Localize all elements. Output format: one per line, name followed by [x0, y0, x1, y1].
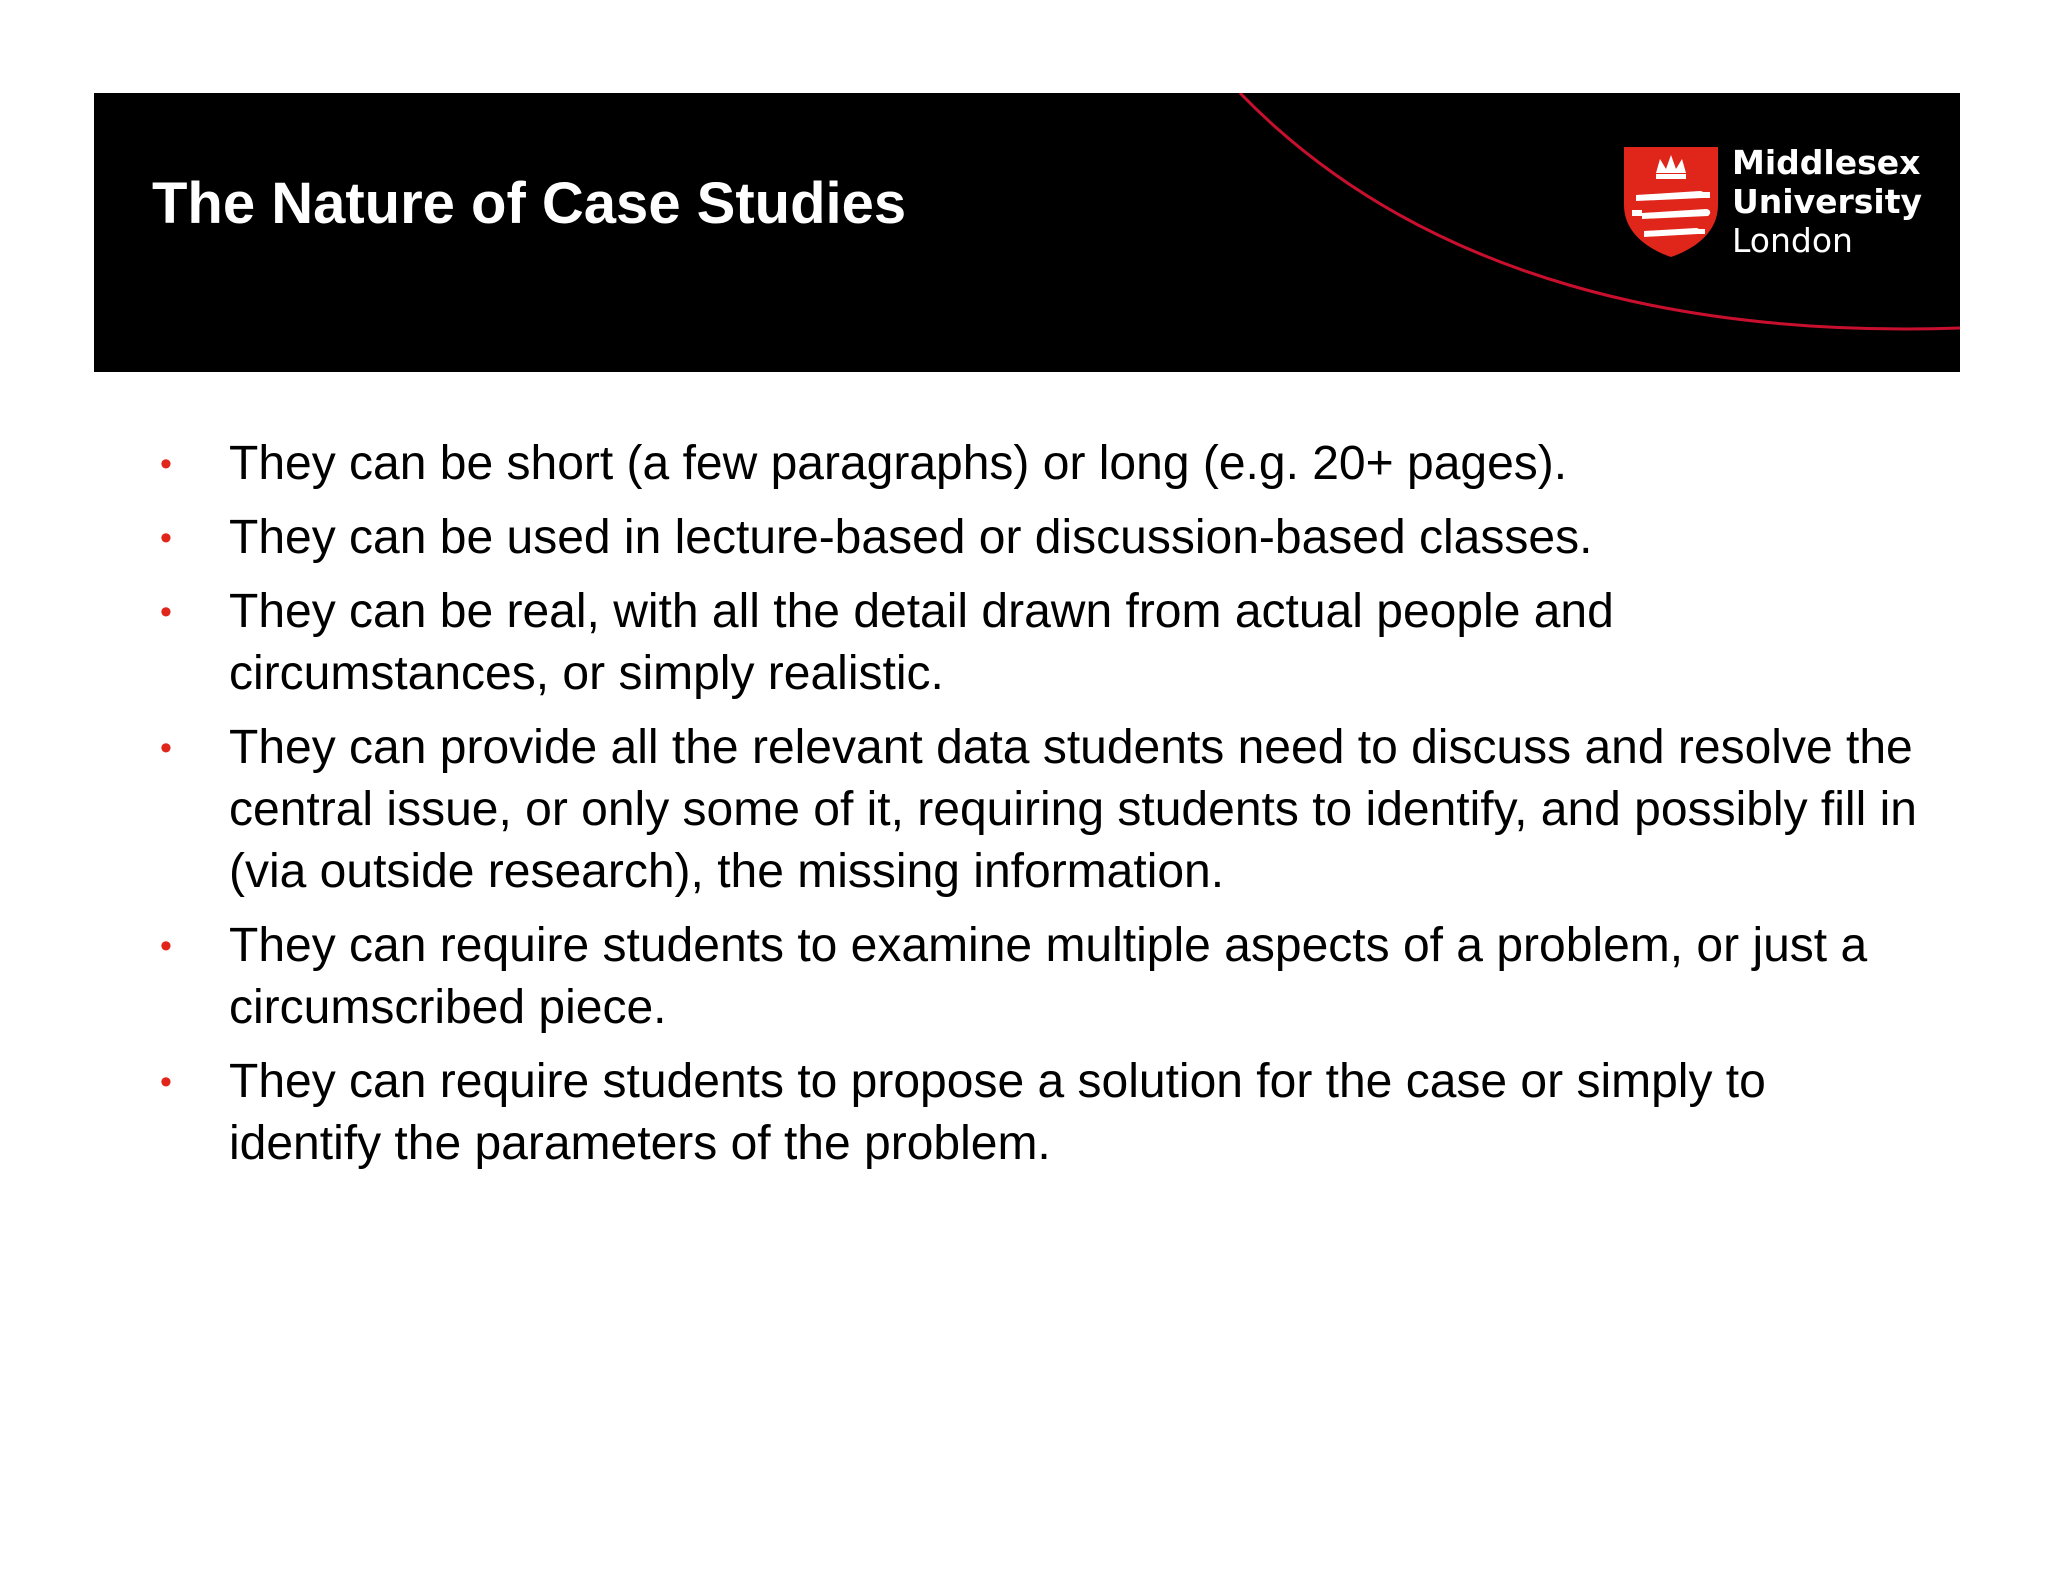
- bullet-icon: •: [160, 593, 172, 631]
- bullet-item: [150, 915, 1930, 1039]
- bullet-text: They can be used in lecture-based or discussion-based classes.: [229, 511, 1593, 564]
- bullet-text: They can require students to propose a solution for the case or simply to identify the parameters of the problem.: [229, 1055, 1766, 1170]
- bullet-icon: •: [160, 1063, 172, 1101]
- bullet-item: [150, 717, 1930, 903]
- logo-line-university: University: [1732, 182, 1923, 221]
- bullet-text: They can require students to examine multiple aspects of a problem, or just a circumscribed piece.: [229, 919, 1868, 1034]
- university-logo: [1622, 143, 1922, 268]
- bullet-icon: •: [160, 927, 172, 965]
- bullet-text: They can be short (a few paragraphs) or long (e.g. 20+ pages).: [229, 437, 1568, 490]
- bullet-icon: •: [160, 729, 172, 767]
- bullet-text: They can provide all the relevant data students need to discuss and resolve the central issue, or only some of it, requiring students to identify, and possibly fill in (via outside research), the missing information.: [229, 721, 1917, 898]
- bullet-item: [150, 433, 1930, 495]
- bullet-item: [150, 507, 1930, 569]
- bullet-item: [150, 581, 1930, 705]
- bullet-text: They can be real, with all the detail drawn from actual people and circumstances, or simply realistic.: [229, 585, 1614, 700]
- logo-line-middlesex: Middlesex: [1732, 143, 1921, 182]
- logo-wordmark: [1732, 143, 1922, 260]
- logo-line-london: London: [1732, 221, 1853, 260]
- bullet-item: [150, 1051, 1930, 1175]
- slide-header: [94, 93, 1960, 372]
- bullet-icon: •: [160, 519, 172, 557]
- crown-and-seaxes-shield-icon: [1622, 145, 1720, 259]
- bullet-icon: •: [160, 445, 172, 483]
- slide-title: The Nature of Case Studies: [152, 171, 907, 236]
- bullet-list: [150, 433, 1930, 1187]
